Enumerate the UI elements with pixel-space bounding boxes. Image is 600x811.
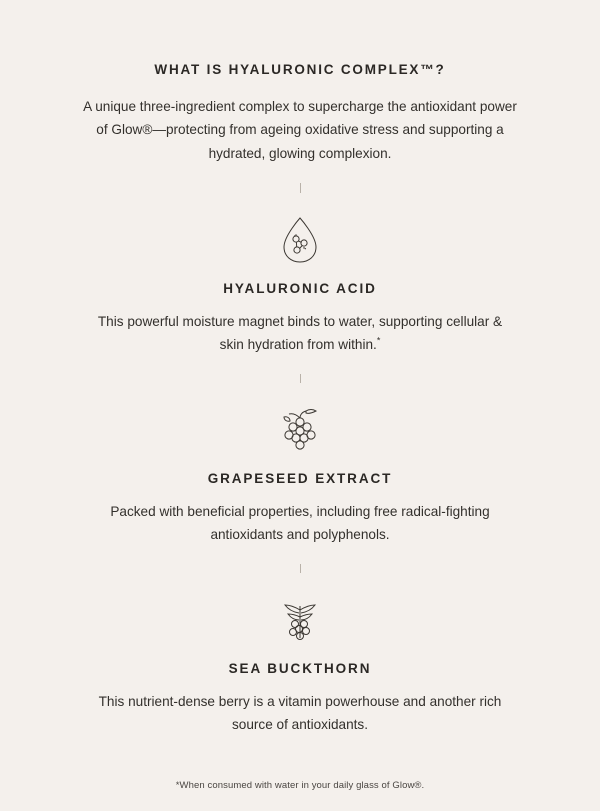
section-title: SEA BUCKTHORN <box>228 660 372 676</box>
section-grapeseed-extract <box>44 399 556 546</box>
section-sea-buckthorn <box>44 589 556 736</box>
footnote: *When consumed with water in your daily glass of Glow®. <box>175 780 425 791</box>
section-hyaluronic-acid <box>44 209 556 356</box>
section-title: HYALURONIC ACID <box>223 280 377 296</box>
footnote-marker: * <box>376 335 381 346</box>
section-body-text: This powerful moisture magnet binds to water, supporting cellular & skin hydration from within. <box>97 313 503 352</box>
page-title: WHAT IS HYALURONIC COMPLEX™? <box>154 62 446 77</box>
water-droplet-icon <box>269 209 331 271</box>
connector-line-3 <box>300 564 301 573</box>
sea-buckthorn-berry-icon <box>269 589 331 651</box>
connector-line-1 <box>300 183 301 193</box>
section-body: Packed with beneficial properties, including free radical-fighting antioxidants and polyphenols. <box>110 503 490 542</box>
section-body: This nutrient-dense berry is a vitamin powerhouse and another rich source of antioxidants. <box>98 693 502 732</box>
section-body <box>85 310 515 356</box>
connector-line-2 <box>300 374 301 383</box>
intro-paragraph: A unique three-ingredient complex to supercharge the antioxidant power of Glow®—protecting from ageing oxidative stress and supporting a hydrated, glowing complexion. <box>83 99 517 161</box>
section-title: GRAPESEED EXTRACT <box>207 470 393 486</box>
grapes-icon <box>269 399 331 461</box>
